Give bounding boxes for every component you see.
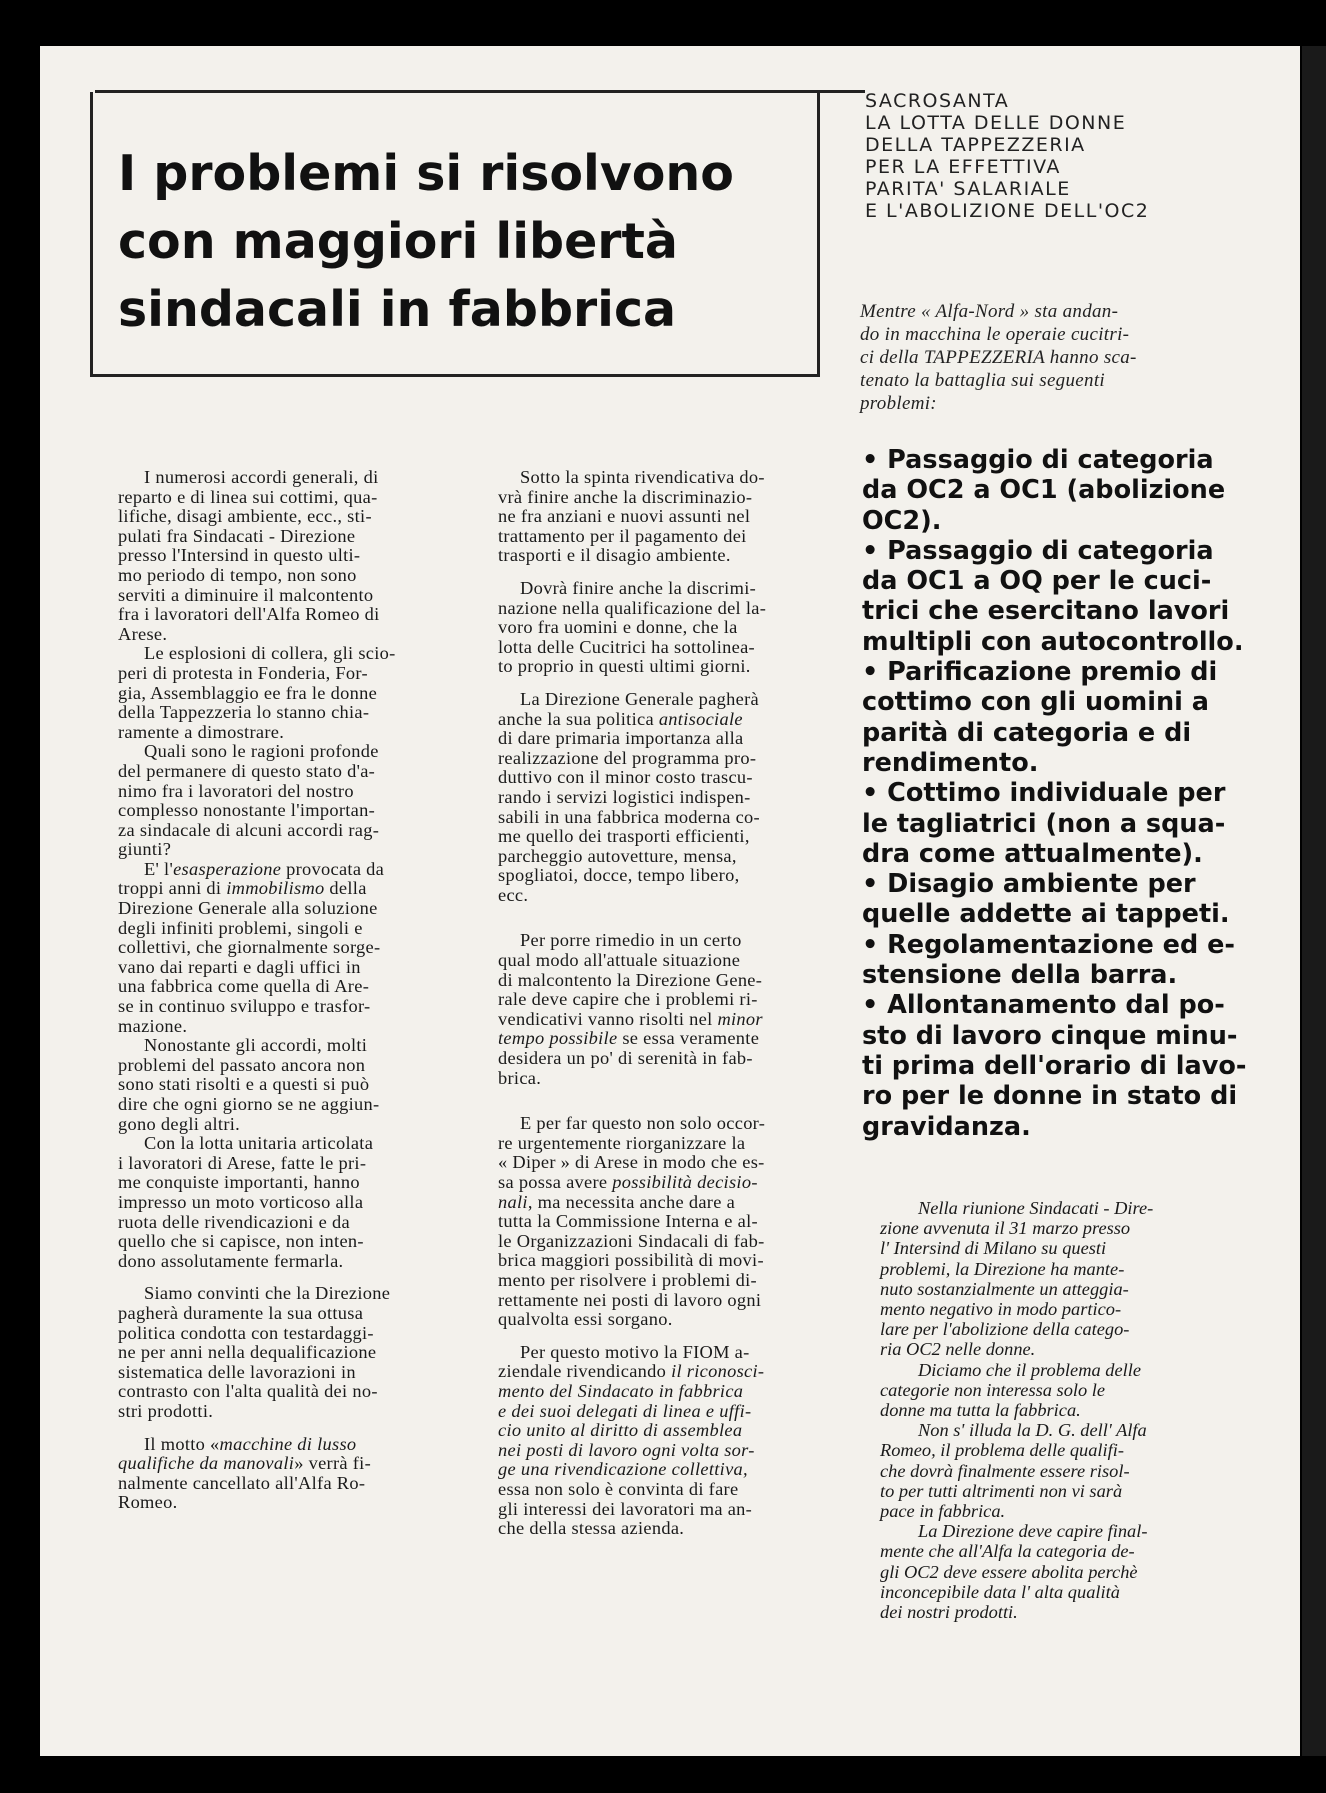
text-line: vano dai reparti e dagli uffici in <box>118 956 361 977</box>
meeting-note <box>880 1198 1260 1622</box>
text-line: Siamo convinti che la Direzione <box>144 1283 391 1304</box>
subhead-line: SACROSANTA <box>865 90 1010 112</box>
paragraph <box>118 468 468 644</box>
text-line: za sindacale di alcuni accordi rag- <box>118 819 380 840</box>
text-line: cio unito al diritto di assemblea <box>498 1420 743 1441</box>
text-line: mento del Sindacato in fabbrica <box>498 1380 744 1401</box>
note-line: dei nostri prodotti. <box>880 1602 1018 1623</box>
text-line: duttivo con il minor costo trascu- <box>498 767 753 788</box>
text-line: me quello dei trasporti efficienti, <box>498 826 750 847</box>
intro-line: problemi: <box>860 393 937 414</box>
demand-line: cottimo con gli uomini a <box>862 687 1209 718</box>
note-line: lare per l'abolizione della catego- <box>880 1319 1130 1340</box>
paragraph <box>498 690 853 906</box>
text-line: dire che ogni giorno se ne aggiun- <box>118 1094 380 1114</box>
text-line: peri di protesta in Fonderia, For- <box>118 662 368 683</box>
text-line: brica. <box>498 1067 542 1088</box>
text-line: una fabbrica come quella di Are- <box>118 976 370 997</box>
text-line <box>118 1454 468 1474</box>
text-line: gia, Assemblaggio ee fra le donne <box>118 682 378 703</box>
demand-line: ti prima dell'orario di lavo- <box>862 1050 1247 1081</box>
paragraph <box>118 860 468 1036</box>
text-line: serviti a diminuire il malcontento <box>118 584 374 605</box>
text-line: Nonostante gli accordi, molti <box>144 1035 368 1056</box>
demands-list <box>862 445 1257 1142</box>
text-line <box>498 710 853 730</box>
headline <box>118 140 818 344</box>
text-line: nalmente cancellato all'Alfa Ro- <box>118 1472 366 1493</box>
text-line: problemi del passato ancora non <box>118 1054 366 1075</box>
text-line: ne per anni nella dequalificazione <box>118 1342 377 1363</box>
note-line: donne ma tutta la fabbrica. <box>880 1400 1081 1421</box>
paragraph <box>118 1284 468 1421</box>
demand-line: sto di lavoro cinque minu- <box>862 1020 1238 1051</box>
text-line: rale deve capire che i problemi ri- <box>498 989 758 1010</box>
demand-line: • Disagio ambiente per <box>862 869 1196 900</box>
text-line: ge una rivendicazione collettiva, <box>498 1459 748 1480</box>
text-line: Quali sono le ragioni profonde <box>144 741 379 762</box>
intro-line: tenato la battaglia sui seguenti <box>860 370 1105 391</box>
demand-line: da OC1 a OQ per le cuci- <box>862 566 1212 597</box>
demand-line: le tagliatrici (non a squa- <box>862 808 1226 839</box>
text-line: tutta la Commissione Interna e al- <box>498 1211 758 1232</box>
text-line: me conquiste importanti, hanno <box>118 1172 360 1193</box>
text-line: « Diper » di Arese in modo che es- <box>498 1152 765 1173</box>
text-line: stri prodotti. <box>118 1400 214 1421</box>
text-run: se essa veramente <box>617 1028 760 1049</box>
text-line: se in continuo sviluppo e trasfor- <box>118 996 371 1017</box>
headline-line: con maggiori libertà <box>118 213 678 270</box>
text-run: troppi anni di <box>118 878 227 899</box>
demand-line: dra come attualmente). <box>862 838 1203 869</box>
text-line: Con la lotta unitaria articolata <box>144 1133 374 1154</box>
demand-line: da OC2 a OC1 (abolizione <box>862 475 1226 506</box>
subhead-line: E L'ABOLIZIONE DELL'OC2 <box>865 200 1150 222</box>
italic-run: tempo possibile <box>498 1028 618 1049</box>
text-line: gono degli altri. <box>118 1113 241 1134</box>
paragraph <box>118 1435 468 1513</box>
text-line: voro fra uomini e donne, che la <box>498 617 738 638</box>
paragraph <box>498 931 853 1088</box>
text-line: pagherà duramente la sua ottusa <box>118 1302 364 1323</box>
text-line <box>498 1173 853 1193</box>
text-line: e dei suoi delegati di linea e uffi- <box>498 1400 752 1421</box>
adjacent-page-edge <box>1302 46 1326 1756</box>
text-line: brica maggiori possibilità di movi- <box>498 1250 764 1271</box>
note-line: La Direzione deve capire final- <box>918 1521 1148 1542</box>
text-line: impresso un moto vorticoso alla <box>118 1191 364 1212</box>
text-line: Le esplosioni di collera, gli scio- <box>144 643 396 664</box>
text-line: trattamento per il pagamento dei <box>498 525 747 546</box>
text-line: reparto e di linea sui cottimi, qua- <box>118 486 378 507</box>
note-line: mente che all'Alfa la categoria de- <box>880 1541 1135 1562</box>
note-line: nuto sostanzialmente un atteggia- <box>880 1278 1129 1299</box>
italic-run: il riconosci- <box>671 1361 765 1382</box>
note-line: inconcepibile data l' alta qualità <box>880 1581 1120 1602</box>
demand-line: trici che esercitano lavori <box>862 596 1230 627</box>
italic-run: possibilità decisio- <box>612 1172 758 1192</box>
text-line: lotta delle Cucitrici ha sottolinea- <box>498 636 755 657</box>
subhead-line: PER LA EFFETTIVA <box>865 156 1061 178</box>
note-line: che dovrà finalmente essere risol- <box>880 1460 1130 1481</box>
text-line <box>118 860 468 880</box>
text-line: qualvolta essi sorgano. <box>498 1309 673 1330</box>
paragraph <box>498 579 853 677</box>
text-line: dono assolutamente fermarla. <box>118 1250 344 1271</box>
intro-line: ci della TAPPEZZERIA hanno sca- <box>860 347 1137 368</box>
italic-run: esasperazione <box>173 858 282 879</box>
text-line: politica condotta con testardaggi- <box>118 1322 374 1343</box>
text-line: La Direzione Generale pagherà <box>520 688 759 709</box>
demand-line: • Passaggio di categoria <box>862 535 1214 566</box>
text-line: complesso nonostante l'importan- <box>118 800 376 821</box>
text-run: ziendale rivendicando <box>498 1361 672 1382</box>
text-run: Il motto « <box>144 1433 220 1454</box>
demand-line: multipli con autocontrollo. <box>862 626 1244 657</box>
text-line: di malcontento la Direzione Gene- <box>498 969 763 990</box>
text-line: Arese. <box>118 623 168 644</box>
text-line: Romeo. <box>118 1492 178 1513</box>
intro-line: Mentre « Alfa-Nord » sta andan- <box>860 301 1119 322</box>
text-line: ramente a dimostrare. <box>118 721 285 742</box>
article-column-1 <box>118 468 468 1513</box>
demand-line: rendimento. <box>862 747 1039 778</box>
text-line: spogliatoi, docce, tempo libero, <box>498 865 740 886</box>
text-line: presso l'Intersind in questo ulti- <box>118 545 361 566</box>
text-line: quello che si capisce, non inten- <box>118 1231 364 1252</box>
text-line: mento per risolvere i problemi di- <box>498 1269 757 1290</box>
italic-run: nali <box>498 1191 528 1212</box>
text-line: sistematica delle lavorazioni in <box>118 1361 356 1382</box>
article-column-2 <box>498 468 853 1539</box>
text-line: rando i servizi logistici indispen- <box>498 786 751 807</box>
subheadline <box>865 90 1245 222</box>
note-line: gli OC2 deve essere abolita perchè <box>880 1561 1138 1582</box>
demand-line: • Cottimo individuale per <box>862 778 1226 809</box>
text-line: re urgentemente riorganizzare la <box>498 1132 746 1153</box>
italic-run: immobilismo <box>226 878 325 899</box>
text-line <box>498 1010 853 1030</box>
text-line: to proprio in questi ultimi giorni. <box>498 656 751 677</box>
note-line: Romeo, il problema delle qualifi- <box>880 1440 1124 1461</box>
italic-run: qualifiche da manovali <box>118 1453 295 1474</box>
text-line: di dare primaria importanza alla <box>498 728 744 749</box>
paragraph <box>118 1036 468 1134</box>
text-line: ne fra anziani e nuovi assunti nel <box>498 506 751 527</box>
demand-line: quelle addette ai tappeti. <box>862 899 1230 930</box>
paragraph <box>118 1134 468 1271</box>
subhead-line: DELLA TAPPEZZERIA <box>865 134 1086 156</box>
text-line: gli interessi dei lavoratori ma an- <box>498 1498 753 1519</box>
text-line: rettamente nei posti di lavoro ogni <box>498 1289 762 1310</box>
text-line: lifiche, disagi ambiente, ecc., sti- <box>118 506 372 527</box>
text-run: vendicativi vanno risolti nel <box>498 1008 718 1029</box>
text-line: contrasto con l'alta qualità dei no- <box>118 1381 378 1402</box>
note-line: mento negativo in modo partico- <box>880 1299 1122 1320</box>
note-line: Diciamo che il problema delle <box>918 1359 1142 1380</box>
note-line: zione avvenuta il 31 marzo presso <box>880 1218 1131 1239</box>
text-line: ecc. <box>498 884 529 905</box>
demand-line: ro per le donne in stato di <box>862 1081 1238 1112</box>
text-line: mazione. <box>118 1015 188 1036</box>
text-line: Direzione Generale alla soluzione <box>118 898 378 919</box>
paragraph <box>498 1343 853 1539</box>
text-run: della <box>324 878 367 899</box>
demand-line: OC2). <box>862 505 942 536</box>
text-line: Per questo motivo la FIOM a- <box>520 1341 750 1362</box>
text-run: provocata da <box>281 858 385 879</box>
text-line: i lavoratori di Arese, fatte le pri- <box>118 1152 367 1173</box>
demand-line: • Regolamentazione ed e- <box>862 929 1235 960</box>
demand-line: stensione della barra. <box>862 960 1178 991</box>
demand-line: gravidanza. <box>862 1111 1031 1142</box>
text-line: nimo fra i lavoratori del nostro <box>118 780 354 801</box>
text-line: ruota delle rivendicazioni e da <box>118 1211 350 1232</box>
text-line <box>118 1435 468 1455</box>
italic-run: minor <box>717 1008 763 1029</box>
text-line: giunti? <box>118 839 172 860</box>
text-line: fra i lavoratori dell'Alfa Romeo di <box>118 604 380 625</box>
text-line <box>498 1362 853 1382</box>
text-line: essa non solo è convinta di fare <box>498 1478 739 1499</box>
note-line: problemi, la Direzione ha mante- <box>880 1258 1125 1279</box>
text-line: degli infiniti problemi, singoli e <box>118 917 363 938</box>
text-line: collettivi, che giornalmente sorge- <box>118 937 381 958</box>
text-line: nazione nella qualificazione del la- <box>498 597 767 618</box>
paragraph <box>498 468 853 566</box>
paragraph <box>118 742 468 860</box>
demand-line: • Allontanamento dal po- <box>862 990 1225 1021</box>
text-run: » verrà fi- <box>294 1453 372 1474</box>
intro-line: do in macchina le operaie cucitri- <box>860 324 1130 345</box>
text-line: che della stessa azienda. <box>498 1518 685 1539</box>
text-line: sono stati risolti e a questi si può <box>118 1074 370 1095</box>
text-line: qual modo all'attuale situazione <box>498 950 741 971</box>
intro-paragraph <box>860 300 1230 415</box>
headline-line: I problemi si risolvono <box>118 145 734 202</box>
paragraph <box>498 1114 853 1330</box>
text-run: , ma necessita anche dare a <box>527 1191 736 1212</box>
text-run: E' l' <box>144 858 174 879</box>
paragraph <box>118 644 468 742</box>
note-line: Non s' illuda la D. G. dell' Alfa <box>918 1420 1147 1441</box>
text-line: le Organizzazioni Sindacali di fab- <box>498 1230 765 1251</box>
note-line: pace in fabbrica. <box>880 1501 1006 1522</box>
subhead-line: PARITA' SALARIALE <box>865 178 1071 200</box>
text-line: della Tappezzeria lo stanno chia- <box>118 702 370 723</box>
note-line: l' Intersind di Milano su questi <box>880 1238 1107 1259</box>
note-line: to per tutti altrimenti non vi sarà <box>880 1480 1123 1501</box>
text-line: sabili in una fabbrica moderna co- <box>498 806 760 827</box>
italic-run: antisociale <box>658 708 743 729</box>
text-line: Sotto la spinta rivendicativa do- <box>520 467 765 487</box>
text-line <box>498 1193 853 1213</box>
text-line: vrà finire anche la discriminazio- <box>498 486 753 507</box>
text-line: realizzazione del programma pro- <box>498 747 757 768</box>
note-line: Nella riunione Sindacati - Dire- <box>918 1198 1154 1218</box>
subhead-line: LA LOTTA DELLE DONNE <box>865 112 1127 134</box>
demand-line: • Passaggio di categoria <box>862 445 1214 475</box>
demand-line: parità di categoria e di <box>862 717 1192 748</box>
text-line: Dovrà finire anche la discrimi- <box>520 577 757 598</box>
text-line: trasporti e il disagio ambiente. <box>498 545 731 566</box>
text-line <box>118 879 468 899</box>
text-line <box>498 1029 853 1049</box>
text-run: sa possa avere <box>498 1172 613 1192</box>
note-line: categorie non interessa solo le <box>880 1379 1106 1400</box>
text-line: pulati fra Sindacati - Direzione <box>118 525 356 546</box>
text-line: desidera un po' di serenità in fab- <box>498 1048 753 1069</box>
text-line: E per far questo non solo occor- <box>520 1113 766 1134</box>
text-line: parcheggio autovetture, mensa, <box>498 845 737 866</box>
text-line: del permanere di questo stato d'a- <box>118 760 376 781</box>
headline-line: sindacali in fabbrica <box>118 281 677 338</box>
text-line: nei posti di lavoro ogni volta sor- <box>498 1439 755 1460</box>
text-run: anche la sua politica <box>498 708 659 729</box>
demand-line: • Parificazione premio di <box>862 657 1218 688</box>
italic-run: macchine di lusso <box>219 1433 357 1454</box>
text-line: Per porre rimedio in un certo <box>520 930 742 951</box>
text-line: mo periodo di tempo, non sono <box>118 564 357 585</box>
note-line: ria OC2 nelle donne. <box>880 1339 1036 1360</box>
text-line: I numerosi accordi generali, di <box>144 467 379 487</box>
